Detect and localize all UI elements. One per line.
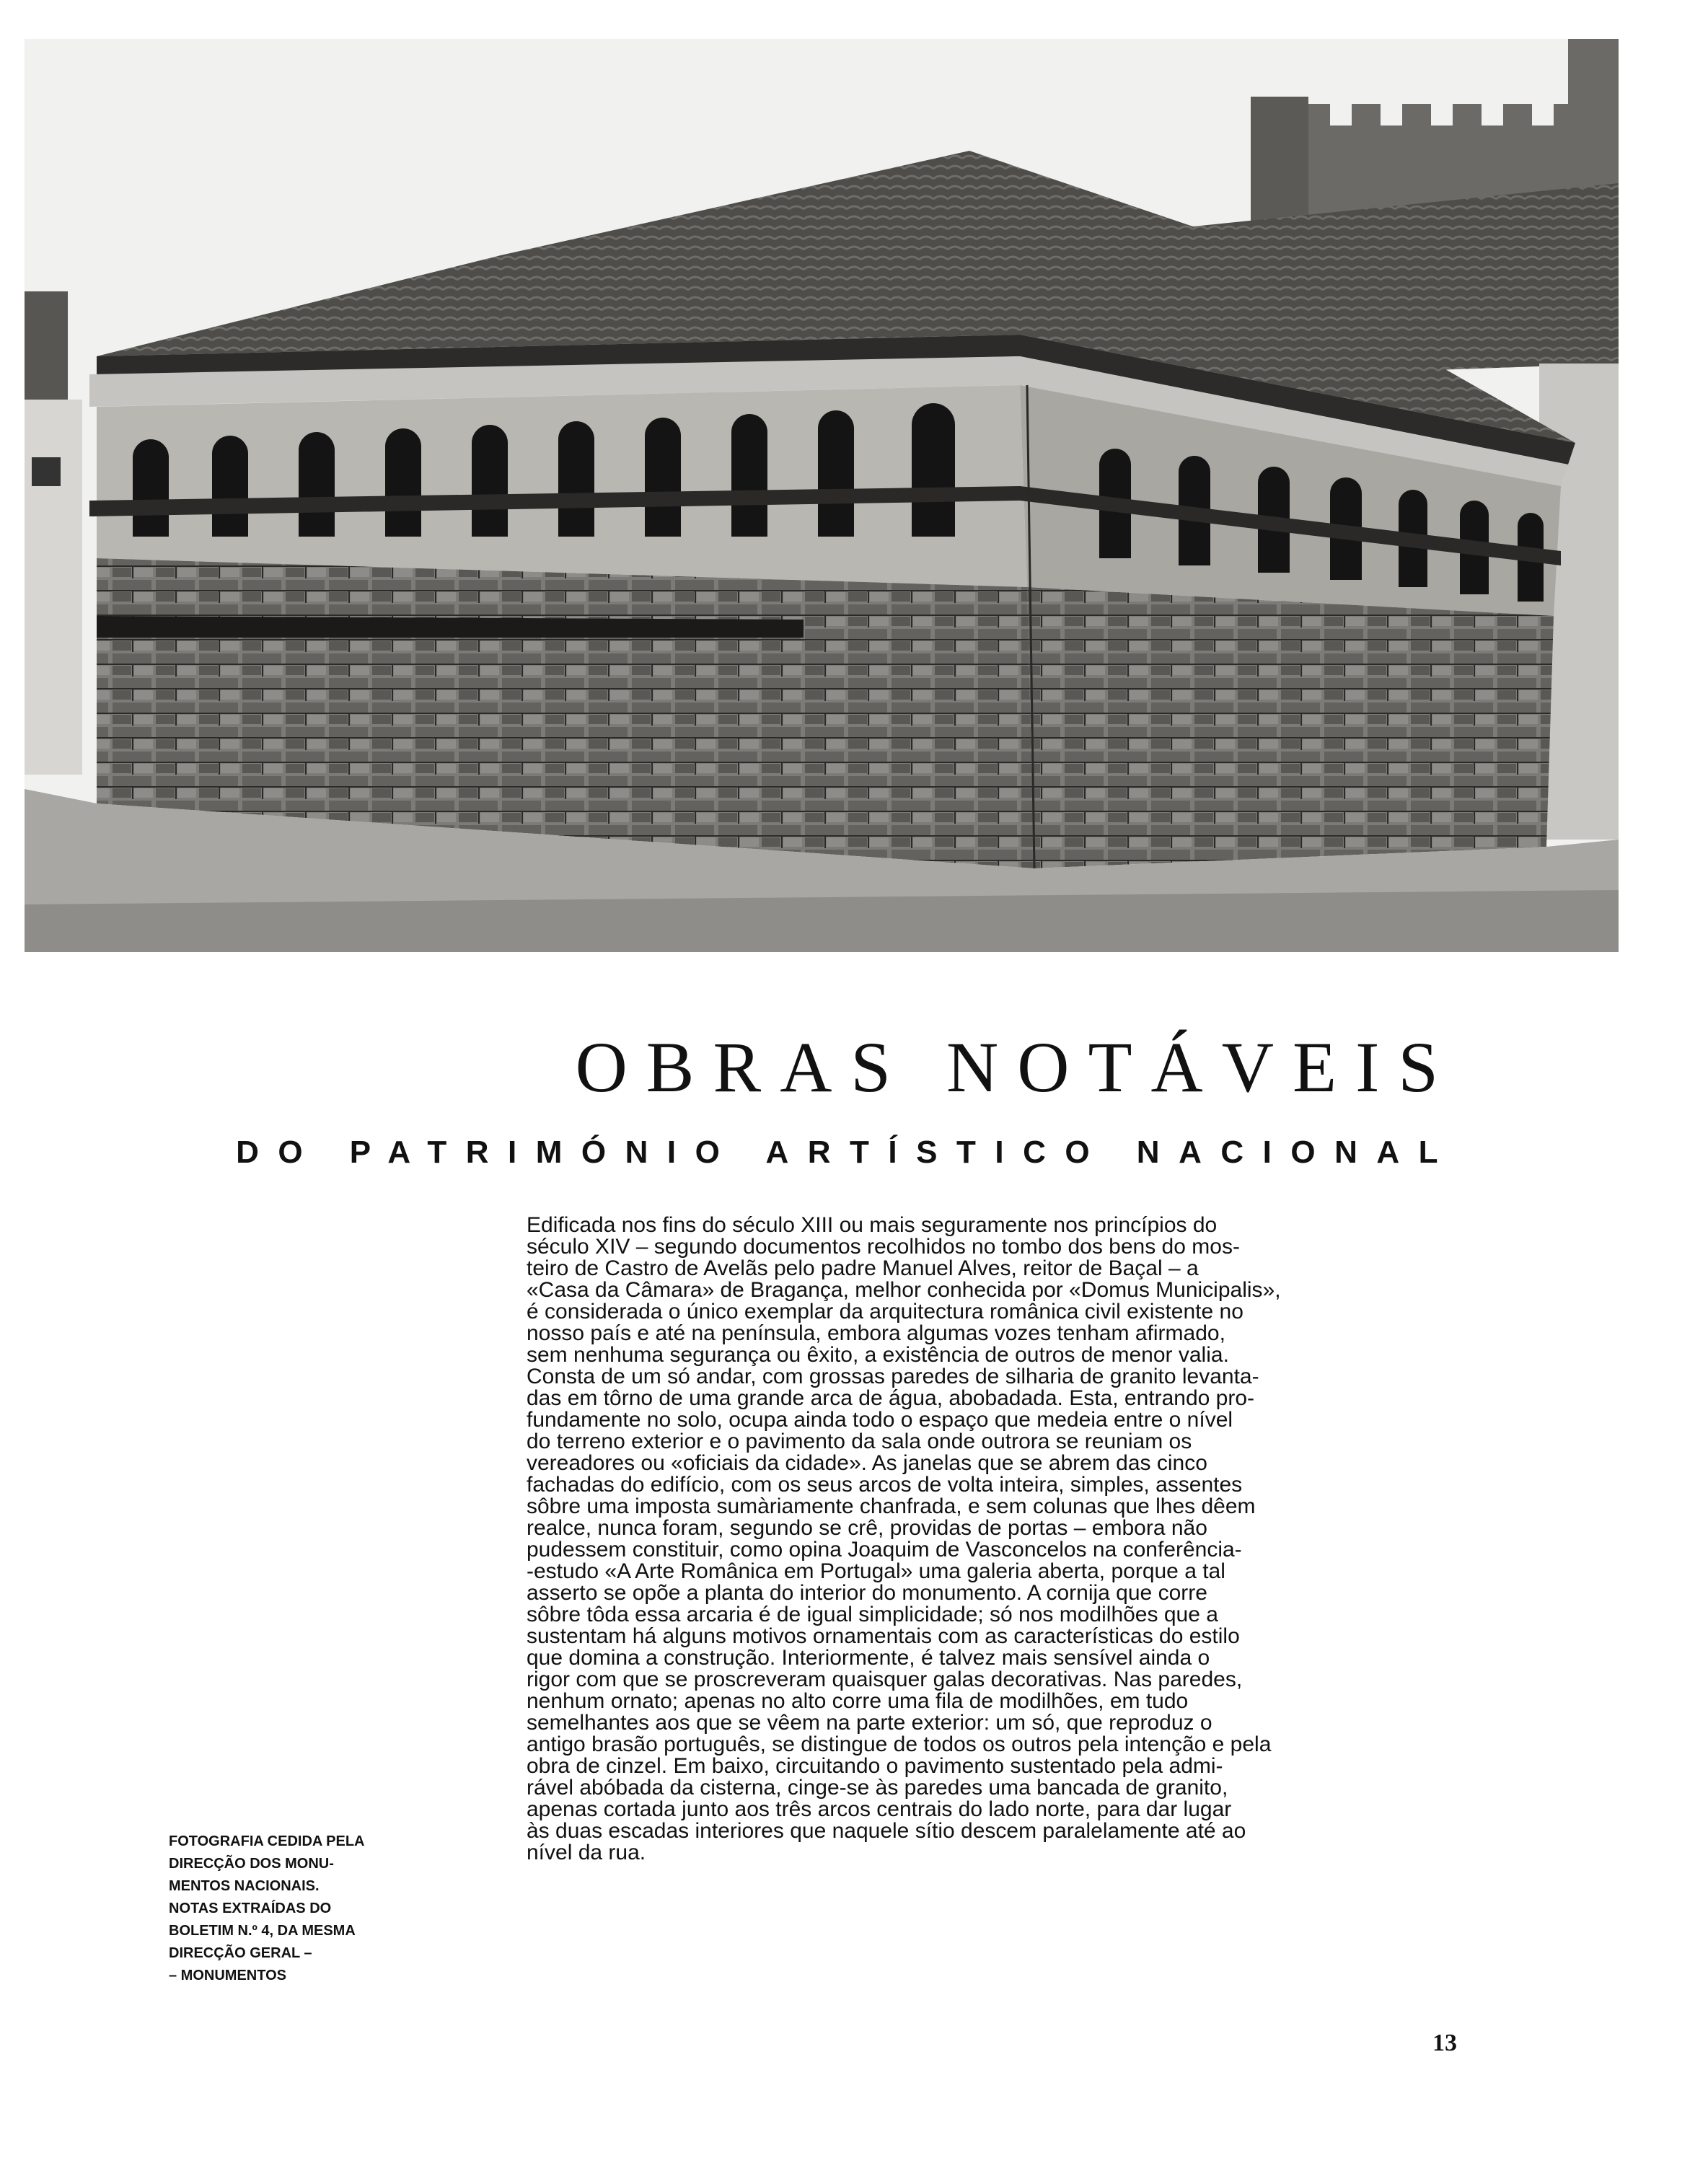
body-line: vereadores ou «oficiais da cidade». As janelas que se abrem das cinco <box>527 1451 1207 1475</box>
body-line: pudessem constituir, como opina Joaquim de Vasconcelos na conferência- <box>527 1538 1242 1562</box>
photo-caption <box>169 1831 410 1987</box>
body-line: sustentam há alguns motivos ornamentais com as características do estilo <box>527 1624 1240 1648</box>
body-line: nosso país e até na península, embora algumas vozes tenham afirmado, <box>527 1321 1225 1345</box>
body-line: sôbre uma imposta sumàriamente chanfrada, e sem colunas que lhes dêem <box>527 1494 1256 1518</box>
page-title: OBRAS NOTÁVEIS <box>575 1027 1457 1107</box>
page-subtitle: DO PATRIMÓNIO ARTÍSTICO NACIONAL <box>236 1135 1457 1170</box>
article-body <box>527 1215 1453 1864</box>
body-line: sem nenhuma segurança ou êxito, a existência de outros de menor valia. <box>527 1343 1229 1367</box>
body-line: asserto se opõe a planta do interior do monumento. A cornija que corre <box>527 1581 1207 1605</box>
body-line: século XIV – segundo documentos recolhidos no tombo dos bens do mos- <box>527 1235 1240 1259</box>
body-line: semelhantes aos que se vêem na parte exterior: um só, que reproduz o <box>527 1711 1212 1735</box>
caption-line: MENTOS NACIONAIS. <box>169 1878 320 1894</box>
body-line: sôbre tôda essa arcaria é de igual simplicidade; só nos modilhões que a <box>527 1603 1218 1626</box>
body-line: apenas cortada junto aos três arcos centrais do lado norte, para dar lugar <box>527 1797 1232 1821</box>
body-line: das em tôrno de uma grande arca de água, abobadada. Esta, entrando pro- <box>527 1386 1255 1410</box>
body-line: do terreno exterior e o pavimento da sala onde outrora se reuniam os <box>527 1430 1192 1453</box>
body-line: realce, nunca foram, segundo se crê, providas de portas – embora não <box>527 1516 1207 1540</box>
body-line: antigo brasão português, se distingue de todos os outros pela intenção e pela <box>527 1732 1272 1756</box>
body-line: fundamente no solo, ocupa ainda todo o espaço que medeia entre o nível <box>527 1408 1233 1432</box>
caption-line: FOTOGRAFIA CEDIDA PELA <box>169 1833 365 1849</box>
body-line: teiro de Castro de Avelãs pelo padre Manuel Alves, reitor de Baçal – a <box>527 1256 1199 1280</box>
body-line: obra de cinzel. Em baixo, circuitando o pavimento sustentado pela admi- <box>527 1754 1223 1778</box>
caption-line: DIRECÇÃO DOS MONU- <box>169 1856 334 1872</box>
body-line: Edificada nos fins do século XIII ou mais seguramente nos princípios do <box>527 1213 1218 1237</box>
caption-line: DIRECÇÃO GERAL – <box>169 1945 312 1961</box>
body-line: fachadas do edifício, com os seus arcos de volta inteira, simples, assentes <box>527 1473 1243 1497</box>
body-line: nível da rua. <box>527 1841 646 1864</box>
body-line: nenhum ornato; apenas no alto corre uma fila de modilhões, em tudo <box>527 1689 1189 1713</box>
page-number: 13 <box>1432 2030 1457 2056</box>
caption-line: – MONUMENTOS <box>169 1968 286 1983</box>
body-line: Consta de um só andar, com grossas paredes de silharia de granito levanta- <box>527 1365 1259 1388</box>
body-line: «Casa da Câmara» de Bragança, melhor conhecida por «Domus Municipalis», <box>527 1278 1281 1302</box>
body-line: rável abóbada da cisterna, cinge-se às paredes uma bancada de granito, <box>527 1776 1228 1800</box>
body-line: às duas escadas interiores que naquele sítio descem paralelamente até ao <box>527 1819 1246 1843</box>
caption-line: NOTAS EXTRAÍDAS DO <box>169 1901 332 1916</box>
body-line: rigor com que se proscreveram quaisquer galas decorativas. Nas paredes, <box>527 1668 1243 1691</box>
caption-line: BOLETIM N.º 4, DA MESMA <box>169 1923 356 1939</box>
body-line: -estudo «A Arte Românica em Portugal» uma galeria aberta, porque a tal <box>527 1559 1225 1583</box>
domus-municipalis-photo <box>25 39 1619 952</box>
body-line: é considerada o único exemplar da arquitectura românica civil existente no <box>527 1300 1243 1324</box>
body-line: que domina a construção. Interiormente, é talvez mais sensível ainda o <box>527 1646 1210 1670</box>
